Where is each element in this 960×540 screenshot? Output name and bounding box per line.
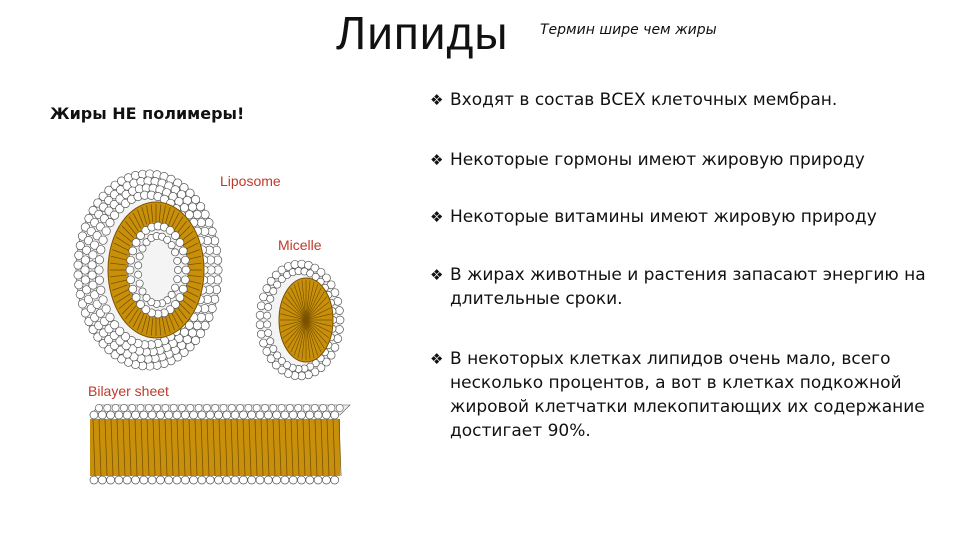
bullet-text: В некоторых клетках липидов очень мало, всего несколько процентов, а вот в клетках подкожной жировой клетчатки млекопитающих их содержание достигает 90%. — [450, 349, 925, 441]
bullet-item — [430, 263, 950, 311]
bullet-item — [430, 205, 877, 229]
bullet-item — [430, 347, 950, 443]
diamond-bullet-icon: ❖ — [430, 266, 444, 284]
diamond-bullet-icon: ❖ — [430, 151, 444, 169]
micelle-label: Micelle — [278, 237, 322, 253]
bullet-text: В жирах животные и растения запасают энергию на длительные сроки. — [450, 265, 926, 309]
diamond-bullet-icon: ❖ — [430, 91, 444, 109]
diamond-bullet-icon: ❖ — [430, 350, 444, 368]
slide-title: Липиды — [336, 7, 509, 59]
lipid-structures-figure — [70, 150, 370, 495]
left-note: Жиры НЕ полимеры! — [50, 104, 245, 123]
bullet-text: Входят в состав ВСЕХ клеточных мембран. — [450, 90, 838, 110]
bullet-text: Некоторые гормоны имеют жировую природу — [450, 150, 865, 170]
bilayer-sheet-illustration — [90, 404, 350, 484]
bullet-item — [430, 88, 837, 112]
bullet-text: Некоторые витамины имеют жировую природу — [450, 207, 877, 227]
slide-subtitle: Термин шире чем жиры — [540, 22, 717, 38]
bilayer-sheet-label: Bilayer sheet — [88, 383, 169, 399]
liposome-label: Liposome — [220, 173, 281, 189]
micelle-illustration — [256, 260, 344, 380]
diamond-bullet-icon: ❖ — [430, 208, 444, 226]
bullet-item — [430, 148, 865, 172]
liposome-illustration — [74, 170, 222, 370]
